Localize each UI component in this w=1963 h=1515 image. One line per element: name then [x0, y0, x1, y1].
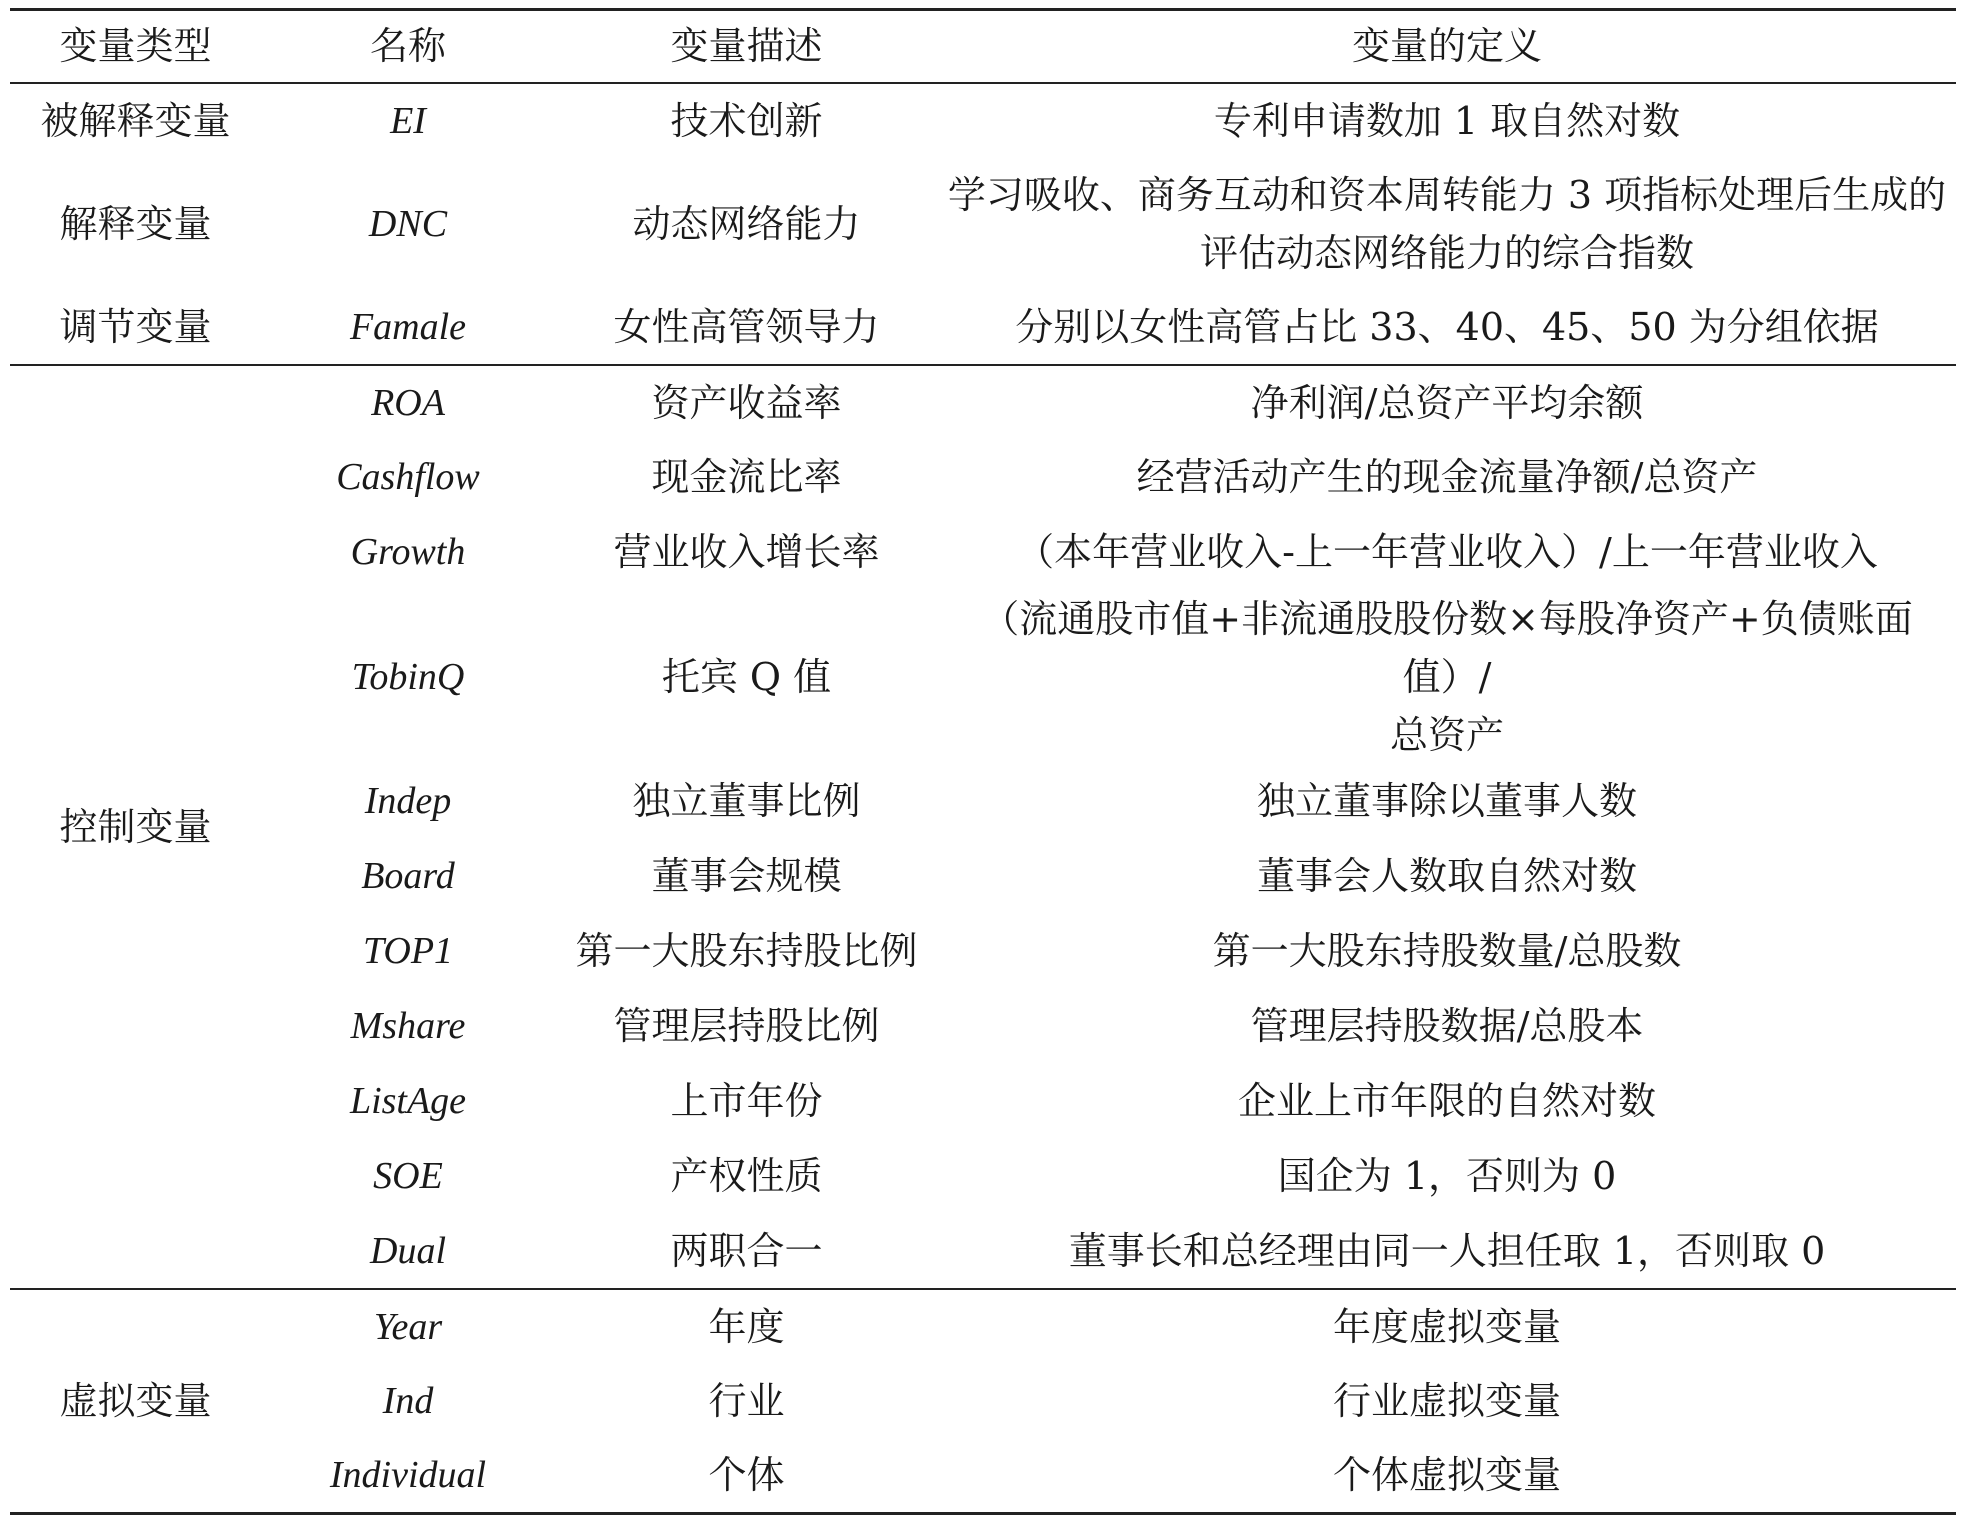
table-row — [10, 1139, 1956, 1214]
var-name-cashflow: Cashflow — [336, 456, 480, 498]
table-row — [10, 290, 1956, 365]
var-def-tobinq-line1: （流通股市值+非流通股股份数×每股净资产+负债账面值）/ — [981, 596, 1913, 699]
var-desc-listage: 上市年份 — [670, 1079, 823, 1123]
var-name-ind: Ind — [382, 1380, 434, 1422]
table-row — [10, 440, 1956, 515]
table-row — [10, 914, 1956, 989]
variable-definition-table — [10, 8, 1956, 1515]
var-def-board: 董事会人数取自然对数 — [1256, 854, 1637, 898]
var-desc-ei: 技术创新 — [670, 98, 823, 143]
var-desc-indep: 独立董事比例 — [632, 779, 861, 823]
var-name-board: Board — [361, 855, 455, 897]
var-def-year: 年度虚拟变量 — [1332, 1304, 1561, 1349]
var-name-growth: Growth — [350, 531, 466, 573]
var-def-dnc — [938, 158, 1956, 290]
table-row — [10, 1364, 1956, 1439]
var-name-year: Year — [373, 1305, 443, 1348]
var-desc-soe: 产权性质 — [670, 1154, 823, 1198]
var-def-ei: 专利申请数加 1 取自然对数 — [1213, 98, 1681, 143]
group-label-dummy: 虚拟变量 — [10, 1289, 261, 1514]
table-row — [10, 989, 1956, 1064]
var-name-dnc: DNC — [368, 202, 448, 245]
var-def-famale: 分别以女性高管占比 33、40、45、50 为分组依据 — [938, 290, 1956, 365]
table-row — [10, 365, 1956, 440]
var-def-top1: 第一大股东持股数量/总股数 — [1212, 929, 1682, 973]
variable-definition-table-container — [10, 8, 1956, 1515]
var-def-ind: 行业虚拟变量 — [1332, 1379, 1561, 1423]
table-row — [10, 590, 1956, 764]
table-row — [10, 839, 1956, 914]
var-desc-top1: 第一大股东持股比例 — [575, 929, 918, 973]
var-def-dnc-line1: 学习吸收、商务互动和资本周转能力 3 项指标处理后生成的 — [947, 172, 1947, 217]
var-name-dual: Dual — [261, 1214, 555, 1289]
table-row — [10, 1289, 1956, 1364]
var-name-top1: TOP1 — [362, 930, 454, 972]
var-def-soe: 国企为 1，否则为 0 — [1277, 1154, 1617, 1198]
var-def-indep: 独立董事除以董事人数 — [1256, 779, 1637, 823]
var-name-ei: EI — [390, 99, 426, 142]
var-desc-roa: 资产收益率 — [651, 380, 842, 425]
var-name-indep: Indep — [364, 780, 452, 822]
var-def-mshare: 管理层持股数据/总股本 — [1250, 1004, 1644, 1048]
group-label-moderating: 调节变量 — [10, 290, 261, 365]
table-row — [10, 515, 1956, 590]
var-def-tobinq-line2: 总资产 — [1389, 712, 1504, 757]
var-desc-famale: 女性高管领导力 — [555, 290, 938, 365]
table-row — [10, 158, 1956, 290]
group-label-control: 控制变量 — [10, 365, 261, 1289]
var-desc-mshare: 管理层持股比例 — [613, 1004, 880, 1048]
var-desc-dnc: 动态网络能力 — [632, 201, 861, 246]
table-header-row — [10, 10, 1956, 83]
var-name-mshare: Mshare — [350, 1005, 466, 1047]
var-name-individual: Individual — [261, 1439, 555, 1514]
var-def-dnc-line2: 评估动态网络能力的综合指数 — [1199, 230, 1694, 275]
table-row — [10, 83, 1956, 158]
table-row — [10, 1439, 1956, 1514]
header-variable-type: 变量类型 — [10, 10, 261, 83]
var-def-tobinq — [938, 590, 1956, 764]
var-name-roa: ROA — [371, 381, 445, 424]
var-desc-dual: 两职合一 — [555, 1214, 938, 1289]
var-def-cashflow: 经营活动产生的现金流量净额/总资产 — [1136, 455, 1758, 499]
var-desc-growth: 营业收入增长率 — [613, 530, 880, 574]
var-name-listage: ListAge — [349, 1080, 467, 1122]
table-row — [10, 1214, 1956, 1289]
header-definition: 变量的定义 — [938, 10, 1956, 83]
var-name-famale: Famale — [261, 290, 555, 365]
var-def-growth: （本年营业收入-上一年营业收入）/上一年营业收入 — [1016, 530, 1878, 574]
header-description: 变量描述 — [555, 10, 938, 83]
var-name-tobinq: TobinQ — [351, 655, 465, 698]
var-def-individual: 个体虚拟变量 — [938, 1439, 1956, 1514]
table-row — [10, 764, 1956, 839]
table-row — [10, 1064, 1956, 1139]
var-desc-board: 董事会规模 — [651, 854, 842, 898]
var-desc-individual: 个体 — [555, 1439, 938, 1514]
var-def-roa: 净利润/总资产平均余额 — [1250, 380, 1644, 425]
var-desc-year: 年度 — [708, 1304, 785, 1349]
var-def-listage: 企业上市年限的自然对数 — [1237, 1079, 1656, 1123]
var-desc-ind: 行业 — [708, 1379, 785, 1423]
var-desc-cashflow: 现金流比率 — [651, 455, 842, 499]
group-label-explained: 被解释变量 — [40, 98, 231, 143]
header-name: 名称 — [261, 10, 555, 83]
group-label-explanatory: 解释变量 — [59, 201, 212, 246]
var-desc-tobinq: 托宾 Q 值 — [661, 654, 832, 699]
var-name-soe: SOE — [373, 1155, 443, 1197]
var-def-dual: 董事长和总经理由同一人担任取 1，否则取 0 — [938, 1214, 1956, 1289]
